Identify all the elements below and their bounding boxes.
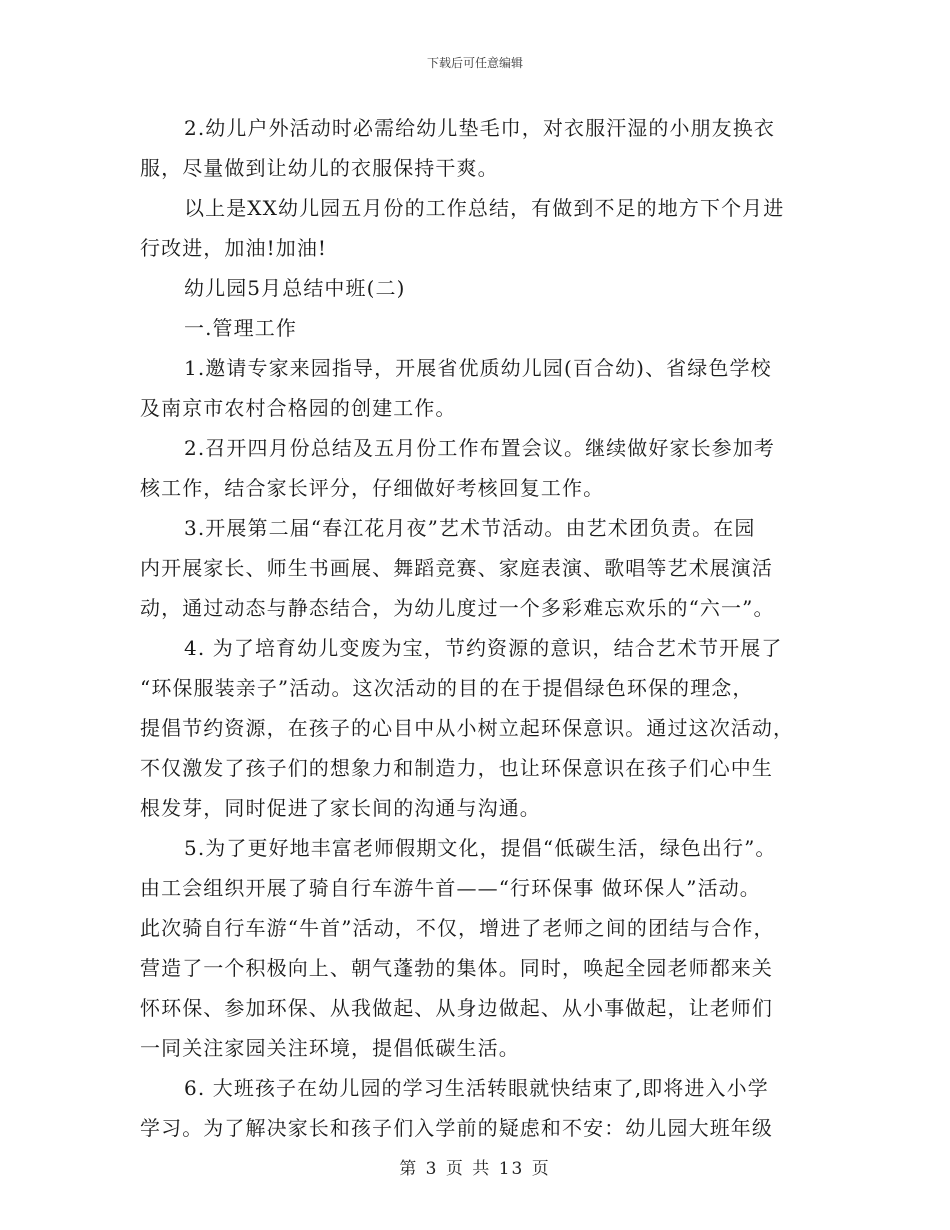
text-line: “环保服装亲子”活动。这次活动的目的在于提倡绿色环保的理念， bbox=[140, 676, 754, 700]
page-header: 下载后可任意编辑 bbox=[426, 56, 523, 70]
text-line: 3.开展第二届“春江花月夜”艺术节活动。由艺术团负责。在园 bbox=[184, 516, 756, 540]
text-line: 不仅激发了孩子们的想象力和制造力，也让环保意识在孩子们心中生 bbox=[140, 756, 773, 780]
section-heading: 一.管理工作 bbox=[184, 316, 297, 340]
text-line: 服，尽量做到让幼儿的衣服保持干爽。 bbox=[140, 156, 499, 180]
text-line: 4. 为了培育幼儿变废为宝，节约资源的意识，结合艺术节开展了 bbox=[184, 636, 783, 660]
page-number: 第 3 页 共 13 页 bbox=[399, 1159, 551, 1179]
text-line: 动，通过动态与静态结合，为幼儿度过一个多彩难忘欢乐的“六一”。 bbox=[140, 596, 775, 620]
text-line: 以上是XX幼儿园五月份的工作总结，有做到不足的地方下个月进 bbox=[184, 196, 785, 220]
text-line: 提倡节约资源，在孩子的心目中从小树立起环保意识。通过这次活动， bbox=[140, 716, 795, 740]
text-line: 营造了一个积极向上、朝气蓬勃的集体。同时，唤起全园老师都来关 bbox=[140, 956, 773, 980]
section-title: 幼儿园5月总结中班(二) bbox=[184, 276, 406, 300]
text-line: 2.召开四月份总结及五月份工作布置会议。继续做好家长参加考 bbox=[184, 436, 775, 460]
text-line: 行改进，加油!加油! bbox=[140, 236, 328, 260]
text-line: 学习。为了解决家长和孩子们入学前的疑虑和不安：幼儿园大班年级 bbox=[140, 1116, 773, 1140]
text-line: 怀环保、参加环保、从我做起、从身边做起、从小事做起，让老师们 bbox=[140, 996, 773, 1020]
text-line: 6. 大班孩子在幼儿园的学习生活转眼就快结束了,即将进入小学 bbox=[184, 1076, 769, 1100]
text-line: 内开展家长、师生书画展、舞蹈竞赛、家庭表演、歌唱等艺术展演活 bbox=[140, 556, 773, 580]
text-line: 2.幼儿户外活动时必需给幼儿垫毛巾，对衣服汗湿的小朋友换衣 bbox=[184, 116, 775, 140]
text-line: 由工会组织开展了骑自行车游牛首——“行环保事 做环保人”活动。 bbox=[140, 876, 761, 900]
document-body bbox=[140, 108, 815, 1148]
text-line: 1.邀请专家来园指导，开展省优质幼儿园(百合幼)、省绿色学校 bbox=[184, 356, 772, 380]
text-line: 核工作，结合家长评分，仔细做好考核回复工作。 bbox=[140, 476, 605, 500]
text-line: 根发芽，同时促进了家长间的沟通与沟通。 bbox=[140, 796, 541, 820]
text-line: 一同关注家园关注环境，提倡低碳生活。 bbox=[140, 1036, 520, 1060]
text-line: 及南京市农村合格园的创建工作。 bbox=[140, 396, 457, 420]
text-line: 5.为了更好地丰富老师假期文化，提倡“低碳生活，绿色出行”。 bbox=[184, 836, 777, 860]
text-line: 此次骑自行车游“牛首”活动，不仅，增进了老师之间的团结与合作， bbox=[140, 916, 775, 940]
